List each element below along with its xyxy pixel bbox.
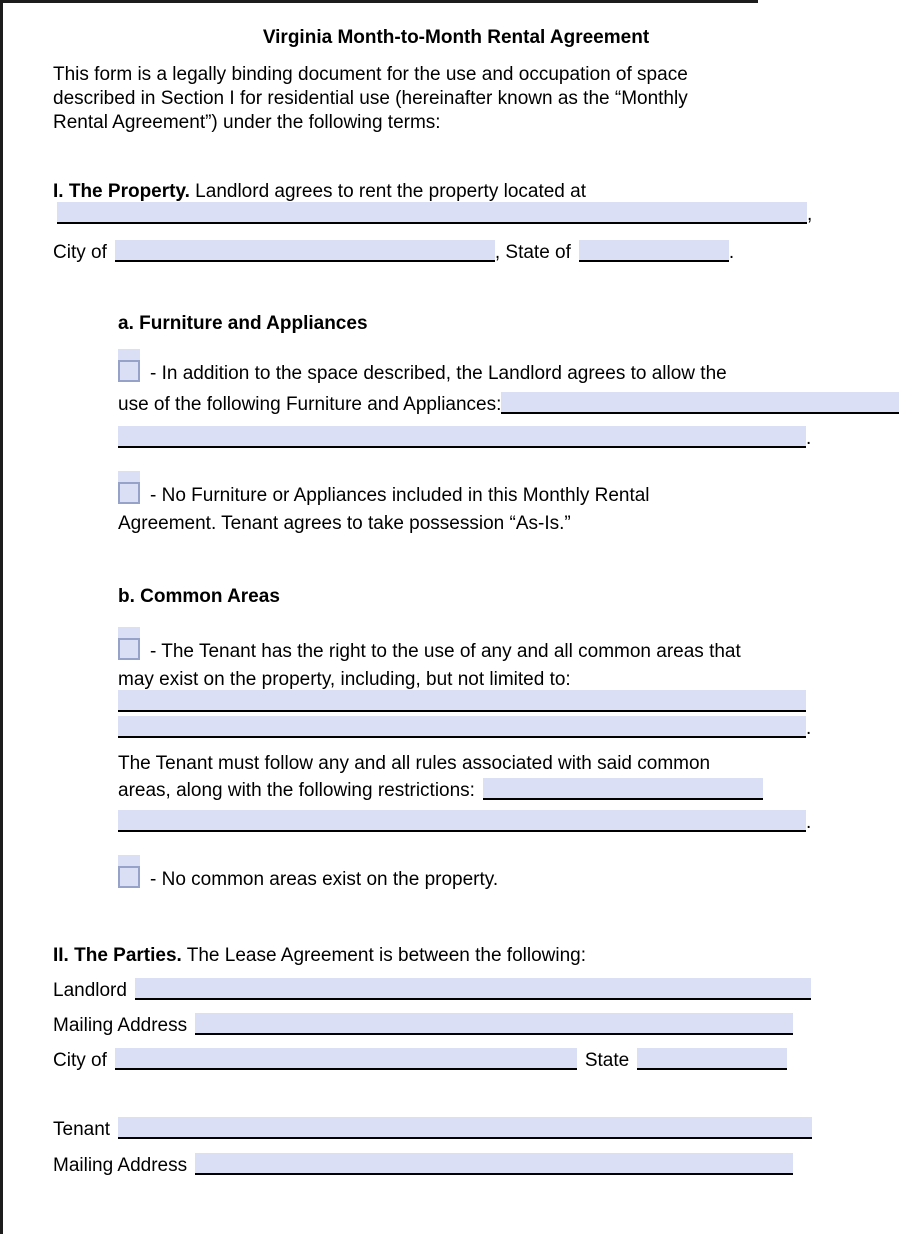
tenant-name-field[interactable] [118,1117,812,1139]
no-furniture-checkbox[interactable] [118,482,140,504]
no-furniture-row-2 [118,512,571,536]
furniture-included-text-2: use of the following Furniture and Appliances: [118,394,502,415]
common-areas-list-row-1 [118,690,806,715]
rules-text-2: areas, along with the following restrictions: [118,780,475,801]
section-2-heading-bold: II. The Parties. [53,945,182,966]
common-areas-use-text-2: may exist on the property, including, but not limited to: [118,669,571,690]
furniture-list-row [118,426,811,451]
section-2-heading [53,944,586,968]
landlord-city-field[interactable] [115,1048,577,1070]
landlord-mailing-row [53,1013,793,1038]
landlord-name-field[interactable] [135,978,811,1000]
property-city-field[interactable] [115,240,495,262]
furniture-heading: a. Furniture and Appliances [118,313,368,334]
punctuation-period: . [806,718,812,739]
page-title: Virginia Month-to-Month Rental Agreement [262,27,650,48]
landlord-label: Landlord [53,980,127,1001]
landlord-state-field[interactable] [637,1048,787,1070]
intro-line-2: described in Section I for residential use (hereinafter known as the “Monthly [53,88,688,109]
furniture-included-row-2 [118,392,899,417]
common-areas-use-row-2 [118,668,571,692]
no-common-areas-text: - No common areas exist on the property. [150,869,499,890]
no-furniture-text-1: - No Furniture or Appliances included in this Monthly Rental [150,485,650,506]
furniture-list-field-full[interactable] [118,426,806,448]
tenant-mailing-address-field[interactable] [195,1153,793,1175]
punctuation-comma: , [807,204,813,225]
rules-row-1 [118,752,710,776]
mailing-address-label-1: Mailing Address [53,1015,188,1036]
state-label-2: State [584,1050,630,1071]
restrictions-field-inline[interactable] [483,778,763,800]
property-address-row [57,202,812,227]
state-of-label: , State of [494,242,571,263]
furniture-included-checkbox[interactable] [118,360,140,382]
furniture-included-text-1: - In addition to the space described, the Landlord agrees to allow the [150,363,727,384]
property-state-field[interactable] [579,240,729,262]
punctuation-period: . [806,812,812,833]
section-1-heading-text: Landlord agrees to rent the property located at [189,181,586,202]
common-areas-use-row [118,638,741,664]
common-areas-heading: b. Common Areas [118,586,280,607]
city-of-label: City of [53,242,107,263]
restrictions-row [118,810,811,835]
rules-text-1: The Tenant must follow any and all rules associated with said common [118,753,711,774]
restrictions-field-full[interactable] [118,810,806,832]
punctuation-period: . [728,242,735,263]
common-areas-field-1[interactable] [118,690,806,712]
no-furniture-text-2: Agreement. Tenant agrees to take possession “As-Is.” [118,513,571,534]
no-common-areas-row [118,866,498,892]
common-areas-field-2[interactable] [118,716,806,738]
common-areas-checkbox[interactable] [118,638,140,660]
tenant-label: Tenant [53,1119,111,1140]
city-of-label-2: City of [53,1050,107,1071]
no-common-areas-checkbox[interactable] [118,866,140,888]
page-scan-edge-top [0,0,758,3]
property-address-field[interactable] [57,202,807,224]
no-furniture-row [118,482,650,508]
tenant-row [53,1117,812,1142]
landlord-mailing-address-field[interactable] [195,1013,793,1035]
property-city-state-row [53,240,734,265]
rules-row-2 [118,778,763,803]
punctuation-period: . [806,428,812,449]
section-1-heading [53,180,586,204]
landlord-city-state-row [53,1048,787,1073]
intro-line-3: Rental Agreement”) under the following terms: [53,112,441,133]
section-2-heading-text: The Lease Agreement is between the following: [181,945,587,966]
landlord-row [53,978,811,1003]
furniture-list-field-inline[interactable] [501,392,899,414]
common-areas-list-row-2 [118,716,811,741]
mailing-address-label-2: Mailing Address [53,1155,188,1176]
tenant-mailing-row [53,1153,793,1178]
intro-paragraph [53,63,688,135]
section-1-heading-bold: I. The Property. [53,181,190,202]
intro-line-1: This form is a legally binding document for the use and occupation of space [53,64,688,85]
page-scan-edge-left [0,0,3,1234]
furniture-included-row [118,360,727,386]
common-areas-use-text-1: - The Tenant has the right to the use of any and all common areas that [150,641,741,662]
